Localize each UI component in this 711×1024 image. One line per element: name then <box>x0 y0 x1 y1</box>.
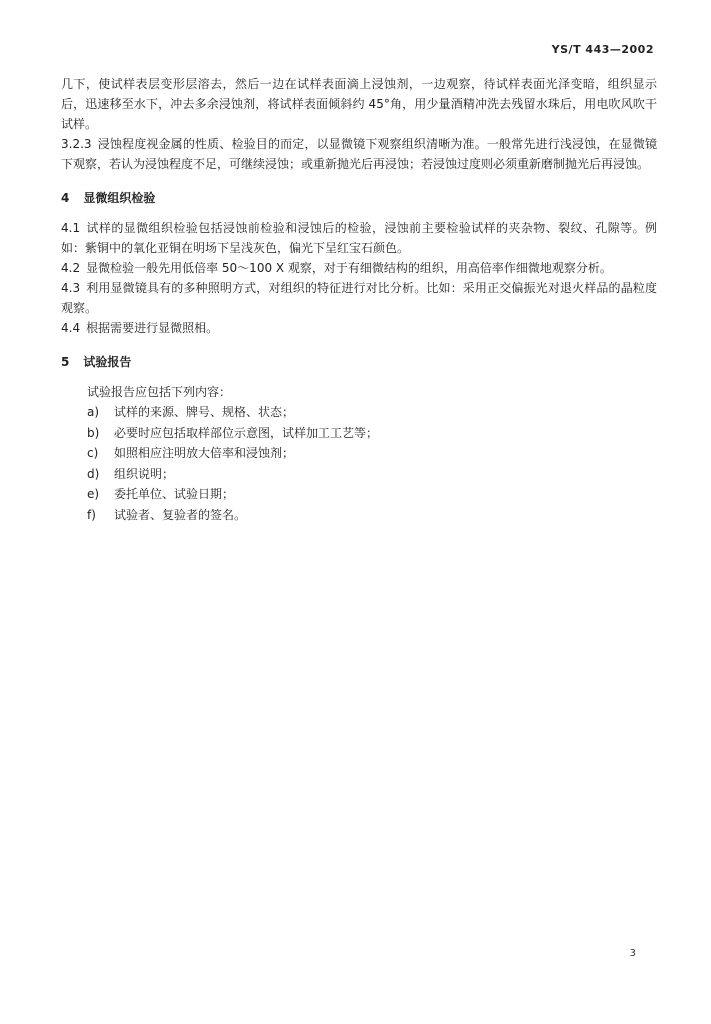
clause-number: 4.3 <box>61 281 81 295</box>
item-letter: a) <box>87 405 100 419</box>
clause-text: 利用显微镜具有的多种照明方式，对组织的特征进行对比分析。比如：采用正交偏振光对退火样品的晶粒度观察。 <box>61 281 657 315</box>
list-item <box>87 464 657 485</box>
clause-text: 显微检验一般先用低倍率 50～100 X 观察，对于有细微结构的组织，用高倍率作细微地观察分析。 <box>86 261 612 275</box>
clause-number: 4.1 <box>61 221 81 235</box>
clause-number: 3.2.3 <box>61 137 92 151</box>
clause-text: 根据需要进行显微照相。 <box>86 321 219 335</box>
clause-text: 浸蚀程度视金属的性质、检验目的而定，以显微镜下观察组织清晰为准。一般常先进行浅浸蚀，在显微镜下观察，若认为浸蚀程度不足，可继续浸蚀；或重新抛光后再浸蚀；若浸蚀过度则必须重新磨制抛光后再浸蚀。 <box>61 137 657 171</box>
section-number: 4 <box>61 191 70 205</box>
clause-3-2-3 <box>61 134 657 174</box>
clause-3-2-2-continued: 几下，使试样表层变形层溶去，然后一边在试样表面滴上浸蚀剂，一边观察，待试样表面光泽变暗，组织显示后，迅速移至水下，冲去多余浸蚀剂，将试样表面倾斜约 45°角，用少量酒精冲洗去残留水珠后，用电吹风吹干试样。 <box>61 77 657 131</box>
item-letter: b) <box>87 425 100 440</box>
clause-4-1 <box>61 218 657 258</box>
standard-id-header: YS/T 443—2002 <box>551 43 654 56</box>
item-text: 组织说明； <box>114 466 175 481</box>
report-intro: 试验报告应包括下列内容： <box>87 385 232 399</box>
list-item <box>87 484 657 505</box>
item-text: 如照相应注明放大倍率和浸蚀剂； <box>114 446 295 460</box>
item-letter: c) <box>87 446 99 460</box>
item-text: 必要时应包括取样部位示意图，试样加工工艺等； <box>114 425 379 440</box>
section-number: 5 <box>61 355 70 369</box>
list-item <box>87 423 657 444</box>
clause-number: 4.4 <box>61 321 81 335</box>
section-5-heading <box>61 352 657 372</box>
report-items-list <box>61 402 657 525</box>
list-item <box>87 505 657 526</box>
clause-4-2 <box>61 258 657 278</box>
item-letter: f) <box>87 507 96 522</box>
item-letter: e) <box>87 487 100 501</box>
clause-number: 4.2 <box>61 261 81 275</box>
item-text: 试样的来源、牌号、规格、状态； <box>114 405 295 419</box>
page-number: 3 <box>629 948 636 959</box>
clause-text: 试样的显微组织检验包括浸蚀前检验和浸蚀后的检验，浸蚀前主要检验试样的夹杂物、裂纹、孔隙等。例如：紫铜中的氧化亚铜在明场下呈浅灰色，偏光下呈红宝石颜色。 <box>61 221 657 255</box>
section-title: 试验报告 <box>83 355 132 369</box>
section-4-heading <box>61 188 657 208</box>
list-item <box>87 402 657 423</box>
clause-4-3 <box>61 278 657 318</box>
item-text: 试验者、复验者的签名。 <box>114 507 247 522</box>
item-letter: d) <box>87 466 100 481</box>
clause-4-4 <box>61 318 657 338</box>
item-text: 委托单位、试验日期； <box>114 487 235 501</box>
section-title: 显微组织检验 <box>83 191 156 205</box>
document-body <box>61 74 657 525</box>
list-item <box>87 443 657 464</box>
